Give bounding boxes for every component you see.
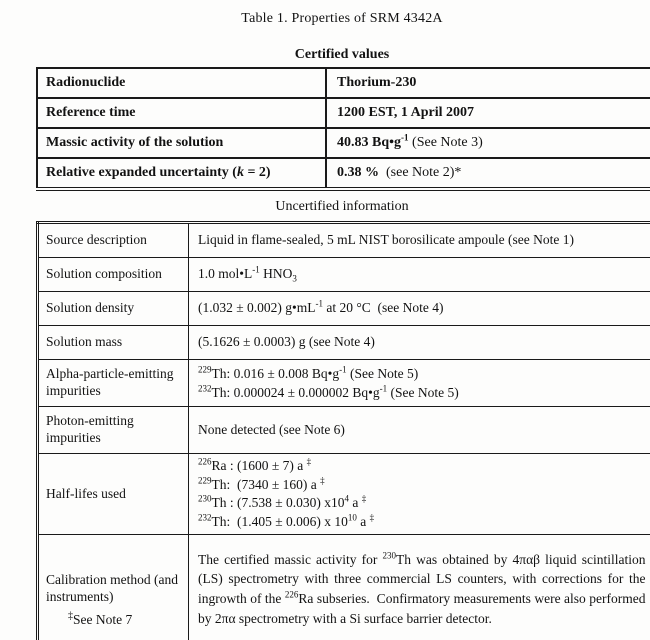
uncertified-information-table [36,221,650,640]
row-label: Reference time [37,98,326,128]
footnote [68,612,132,628]
row-label: Source description [38,223,189,258]
row-value: $^{226}$Ra : (1600 ± 7) a ‡ $^{229}$Th: (7340 ± 160) a ‡ $^{230}$Th : (7.538 ± 0.030) $x10^4$ a ‡ $^{232}$Th: (1.405 ± 0.006) x $10^{10}$ a ‡ [189,454,650,535]
row-value: Liquid in flame-sealed, 5 mL NIST borosilicate ampoule (see Note 1) [198,232,575,248]
table-row-solution-composition [38,258,650,292]
row-label: Relative expanded uncertainty (k = 2) [37,158,326,189]
row-value: $^{229}$Th: 0.016 ± 0.008 $Bq•g^{-1}$ (See Note 5) $^{232}$Th: 0.000024 ± 0.000002 $Bq•g^{-1}$ (See Note 5) [189,360,650,407]
table-row-radionuclide [37,68,650,98]
table-row-photon-impurities [38,407,650,454]
row-label: Alpha-particle-emitting impurities [38,360,189,407]
row-label: Half-lifes used [38,454,189,535]
table-row-solution-mass [38,326,650,360]
uncertified-information-heading: Uncertified information [275,199,409,214]
page-title: Table 1. Properties of SRM 4342A [241,11,443,26]
row-value: Thorium-230 [337,75,417,91]
row-label: Solution mass [38,326,189,360]
footnote-text: See Note 7 [73,612,133,627]
row-value: 0.38 % (see Note 2)* [326,158,650,189]
certified-values-heading: Certified values [294,47,390,62]
table-row-reference-time [37,98,650,128]
certified-values-table [36,67,650,191]
table-row-alpha-impurities [38,360,650,407]
row-value: (1.032 ± 0.002) $g•mL^{-1}$ at 20 °C (see Note 4) [189,292,650,326]
table-row-relative-uncertainty [37,158,650,189]
row-value: The certified massic activity for $^{230}$Th was obtained by 4παβ liquid scintillation (LS) spectrometry with three commercial LS counters, with corrections for the ingrowth of the $^{226}$Ra subseries. Confirmatory measurements were also performed by 2πα spectrometry with a Si surface barrier detector. [189,535,650,640]
row-label: Photon-emitting impurities [38,407,189,454]
table-row-massic-activity [37,128,650,158]
row-value: 1.0 $mol•L^{-1}$ $HNO_3$ [189,258,650,292]
table-row-source-description [38,223,650,258]
row-label: Solution density [38,292,189,326]
row-label: Radionuclide [37,68,326,98]
row-value: (5.1626 ± 0.0003) g (see Note 4) [189,326,650,360]
row-value: 1200 EST, 1 April 2007 [326,98,650,128]
row-label: Calibration method (and instruments) [38,535,189,640]
row-value: 40.83 $Bq•g^{-1}$ (See Note 3) [326,128,650,158]
row-label: Massic activity of the solution [37,128,326,158]
row-value: None detected (see Note 6) [189,407,650,454]
footnote-dagger-symbol: ‡ [68,610,73,622]
table-row-solution-density [38,292,650,326]
row-label: Solution composition [38,258,189,292]
table-row-half-lifes [38,454,650,535]
